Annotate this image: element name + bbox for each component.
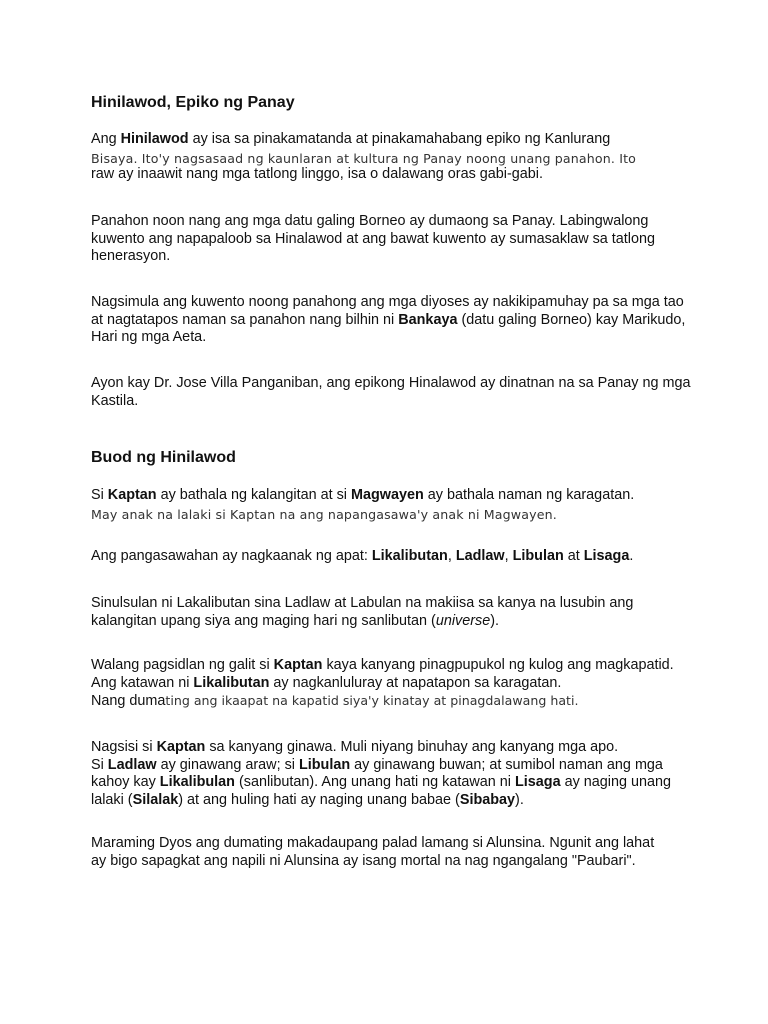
text: at xyxy=(563,548,584,564)
term-likalibulan: Likalibulan xyxy=(159,774,235,791)
text: Si xyxy=(91,487,108,503)
text: . xyxy=(629,548,634,564)
text: kaya kanyang pinagpupukol ng kulog ang magkapatid. Ang katawan ni xyxy=(91,657,674,691)
term-libulan: Libulan xyxy=(512,548,564,564)
term-lisaga: Lisaga xyxy=(583,548,630,564)
text: ). xyxy=(490,612,500,629)
summary-paragraph-3 xyxy=(91,595,691,630)
term-likalibutan: Likalibutan xyxy=(371,548,448,564)
document-title: Hinilawod, Epiko ng Panay xyxy=(91,94,295,111)
text: Nagsisi si xyxy=(91,739,157,755)
text: Walang pagsidlan ng galit si xyxy=(91,657,274,673)
text: (sanlibutan). Ang unang hati ng katawan ni xyxy=(234,774,515,791)
text: ay ginawang buwan; at sumibol naman ang mga kahoy kay xyxy=(91,756,663,791)
text: Nang duma xyxy=(91,693,166,710)
text: ay ginawang araw; si xyxy=(156,756,299,773)
intro-line-2: Bisaya. Ito'y nagsasaad ng kaunlaran at kultura ng Panay noong unang panahon. Ito xyxy=(91,151,637,166)
term-bankaya: Bankaya xyxy=(398,311,458,328)
summary-paragraph-1 xyxy=(91,487,691,505)
intro-paragraph xyxy=(91,131,691,149)
term-libulan: Libulan xyxy=(298,756,351,773)
text: ay nagkanluluray at napatapon sa karagatan. xyxy=(269,674,562,691)
paragraph-panganiban: Ayon kay Dr. Jose Villa Panganiban, ang epikong Hinalawod ay dinatnan na sa Panay ng mga Kastila. xyxy=(91,375,691,409)
term-hinilawod: Hinilawod xyxy=(120,131,189,147)
closing-paragraph: Maraming Dyos ang dumating makadaupang palad lamang si Alunsina. Ngunit ang lahat ay bigo sapagkat ang napili ni Alunsina ay isang mortal na nag ngangalang "Paubari". xyxy=(91,835,655,869)
text: sa kanyang ginawa. Muli niyang binuhay ang kanyang mga apo. xyxy=(205,739,619,755)
term-magwayen: Magwayen xyxy=(351,487,424,503)
term-lisaga: Lisaga xyxy=(514,774,561,791)
text: Si xyxy=(91,756,108,773)
summary-paragraph-4 xyxy=(91,657,691,711)
text: ). xyxy=(515,791,524,808)
text: ay isa sa pinakamatanda at pinakamahabang epiko ng Kanlurang xyxy=(188,131,611,147)
text: , xyxy=(504,548,513,564)
text: (datu galing Borneo) kay Marikudo, Hari ng mga Aeta. xyxy=(91,311,686,346)
term-kaptan: Kaptan xyxy=(107,487,157,503)
text: ) at ang huling hati ay naging unang babae ( xyxy=(178,791,460,808)
section-subtitle: Buod ng Hinilawod xyxy=(91,449,236,466)
summary-paragraph-1-line-2: May anak na lalaki si Kaptan na ang napangasawa'y anak ni Magwayen. xyxy=(91,507,557,522)
summary-paragraph-2 xyxy=(91,548,691,566)
text: Ang pangasawahan ay nagkaanak ng apat: xyxy=(91,548,372,564)
intro-line-3: raw ay inaawit nang mga tatlong linggo, isa o dalawang oras gabi-gabi. xyxy=(91,166,543,182)
term-silalak: Silalak xyxy=(132,791,179,808)
text: ay bathala naman ng karagatan. xyxy=(423,487,635,503)
term-kaptan: Kaptan xyxy=(156,739,206,755)
term-likalibutan: Likalibutan xyxy=(193,674,270,691)
paragraph-kuwento xyxy=(91,294,691,347)
text: ting ang ikaapat na kapatid siya'y kinatay at pinagdalawang hati. xyxy=(165,693,579,709)
summary-paragraph-5 xyxy=(91,739,691,809)
term-ladlaw: Ladlaw xyxy=(455,548,505,564)
text: , xyxy=(447,548,456,564)
text: Ang xyxy=(91,131,121,147)
paragraph-datu: Panahon noon nang ang mga datu galing Borneo ay dumaong sa Panay. Labingwalong kuwento ang napapaloob sa Hinalawod at ang bawat kuwento ay sumasaklaw sa tatlong henerasyon. xyxy=(91,213,656,265)
text: ay naging unang lalaki ( xyxy=(91,774,672,808)
term-sibabay: Sibabay xyxy=(459,791,516,808)
text: Nagsimula ang kuwento noong panahong ang mga diyoses ay nakikipamuhay pa sa mga tao at nagtatapos naman sa panahon nang bilhin ni xyxy=(91,294,684,328)
term-ladlaw: Ladlaw xyxy=(107,756,157,773)
term-universe: universe xyxy=(435,612,491,629)
text: ay bathala ng kalangitan at si xyxy=(156,487,351,503)
text: Sinulsulan ni Lakalibutan sina Ladlaw at Labulan na makiisa sa kanya na lusubin ang kalangitan upang siya ang maging hari ng sanlibutan ( xyxy=(91,595,634,629)
term-kaptan: Kaptan xyxy=(273,657,323,673)
